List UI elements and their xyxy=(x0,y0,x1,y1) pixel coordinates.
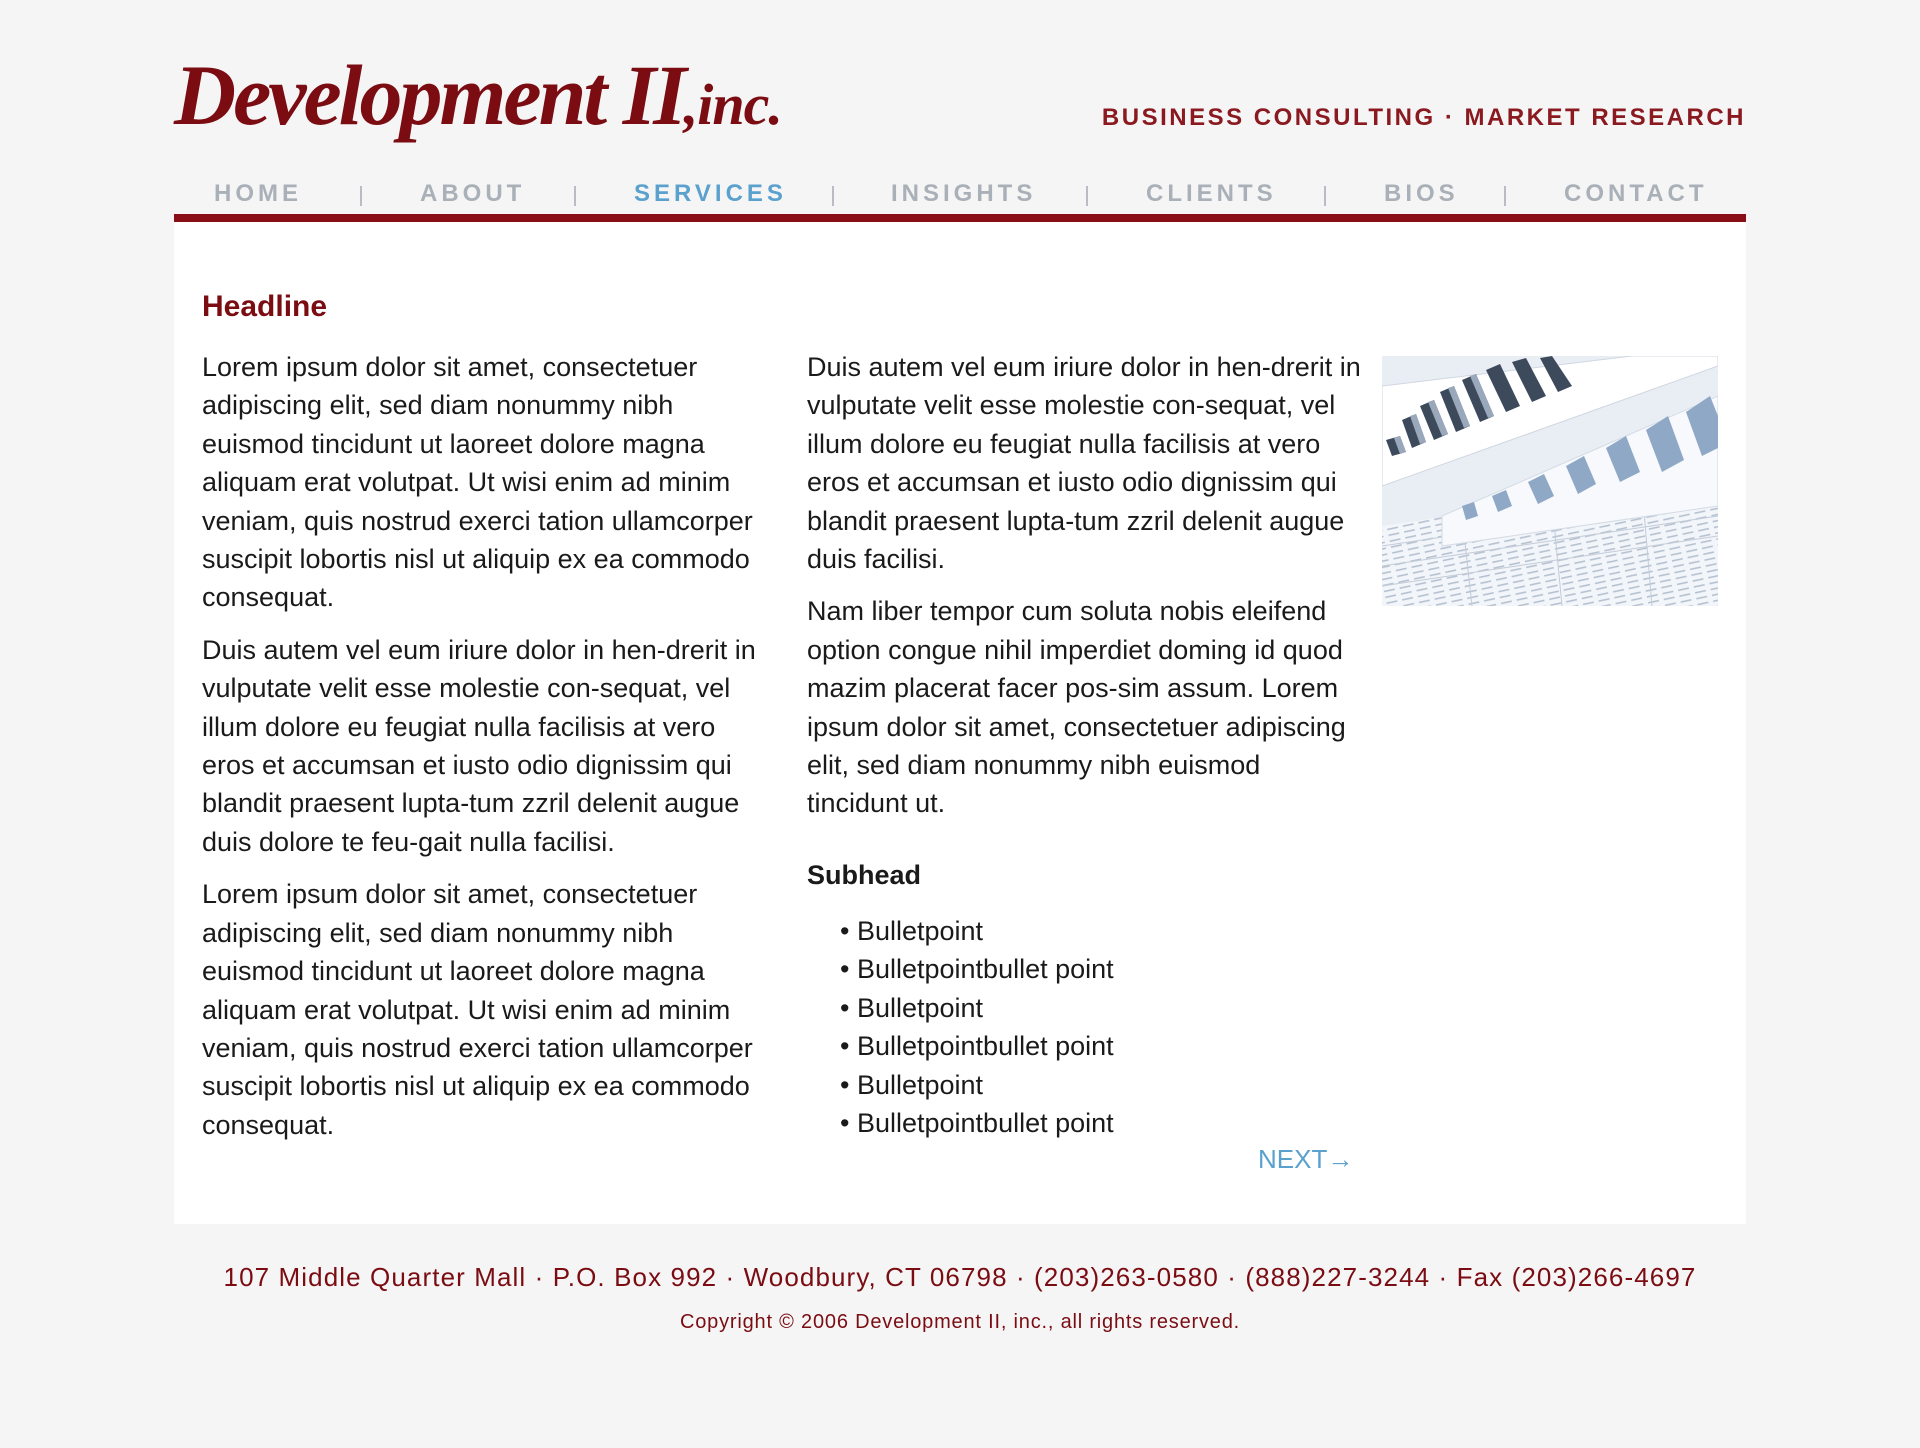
tagline: BUSINESS CONSULTING · MARKET RESEARCH xyxy=(1101,104,1746,131)
paragraph: Lorem ipsum dolor sit amet, consectetuer adipiscing elit, sed diam nonummy nibh euismod tincidunt ut laoreet dolore magna aliquam erat volutpat. Ut wisi enim ad minim veniam, quis nostrud exerci tation ullamcorper suscipit lobortis nisl ut aliquip ex ea commodo consequat. xyxy=(202,352,753,613)
nav-separator xyxy=(1324,186,1326,206)
main-nav xyxy=(174,178,1746,222)
nav-item-bios[interactable]: BIOS xyxy=(1384,180,1459,207)
paragraph: Duis autem vel eum iriure dolor in hen-drerit in vulputate velit esse molestie con-sequat, vel illum dolore eu feugiat nulla facilisis at vero eros et accumsan et iusto odio dignissim qui blandit praesent lupta-tum zzril delenit augue duis dolore te feu-gait nulla facilisi. xyxy=(202,634,756,857)
financial-chart-photo xyxy=(1382,356,1718,606)
nav-item-contact[interactable]: CONTACT xyxy=(1564,180,1708,207)
list-item: • Bulletpoint xyxy=(840,989,1114,1027)
list-item: • Bulletpoint xyxy=(840,1066,1114,1104)
subhead: Subhead xyxy=(807,860,922,890)
nav-item-services[interactable]: SERVICES xyxy=(634,180,787,207)
list-item: • Bulletpointbullet point xyxy=(840,950,1114,988)
list-item: • Bulletpointbullet point xyxy=(840,1027,1114,1065)
footer-address: 107 Middle Quarter Mall · P.O. Box 992 · Woodbury, CT 06798 · (203)263-0580 · (888)227-3244 · Fax (203)266-4697 xyxy=(223,1262,1697,1292)
paragraph: Lorem ipsum dolor sit amet, consectetuer adipiscing elit, sed diam nonummy nibh euismod tincidunt ut laoreet dolore magna aliquam erat volutpat. Ut wisi enim ad minim veniam, quis nostrud exerci tation ullamcorper suscipit lobortis nisl ut aliquip ex ea commodo consequat. xyxy=(202,879,753,1140)
nav-item-about[interactable]: ABOUT xyxy=(420,180,526,207)
nav-separator xyxy=(360,186,362,206)
nav-separator xyxy=(574,186,576,206)
logo-suffix-text: ,inc. xyxy=(683,72,782,137)
bullet-list xyxy=(840,912,1114,1142)
next-link[interactable]: NEXT→ xyxy=(1258,1144,1354,1174)
nav-separator xyxy=(1504,186,1506,206)
paragraph: Duis autem vel eum iriure dolor in hen-drerit in vulputate velit esse molestie con-sequat, vel illum dolore eu feugiat nulla facilisis at vero eros et accumsan et iusto odio dignissim qui blandit praesent lupta-tum zzril delenit augue duis facilisi. xyxy=(807,352,1361,575)
page-headline: Headline xyxy=(202,290,328,323)
footer-copyright: Copyright © 2006 Development II, inc., all rights reserved. xyxy=(680,1311,1240,1333)
list-item: • Bulletpointbullet point xyxy=(840,1104,1114,1142)
chart-photo-illustration xyxy=(1382,356,1718,606)
list-item: • Bulletpoint xyxy=(840,912,1114,950)
nav-item-home[interactable]: HOME xyxy=(214,180,302,207)
company-logo[interactable] xyxy=(174,47,782,143)
content-panel xyxy=(174,222,1746,1224)
nav-item-insights[interactable]: INSIGHTS xyxy=(891,180,1037,207)
page xyxy=(174,0,1746,1448)
nav-item-clients[interactable]: CLIENTS xyxy=(1146,180,1277,207)
nav-separator xyxy=(1086,186,1088,206)
paragraph: Nam liber tempor cum soluta nobis eleifend option congue nihil imperdiet doming id quod mazim placerat facer pos-sim assum. Lorem ipsum dolor sit amet, consectetuer adipiscing elit, sed diam nonummy nibh euismod tincidunt ut. xyxy=(807,596,1346,819)
logo-main-text: Development II xyxy=(174,47,684,143)
text-column-left xyxy=(202,348,762,1158)
nav-separator xyxy=(832,186,834,206)
text-column-right xyxy=(807,348,1367,837)
